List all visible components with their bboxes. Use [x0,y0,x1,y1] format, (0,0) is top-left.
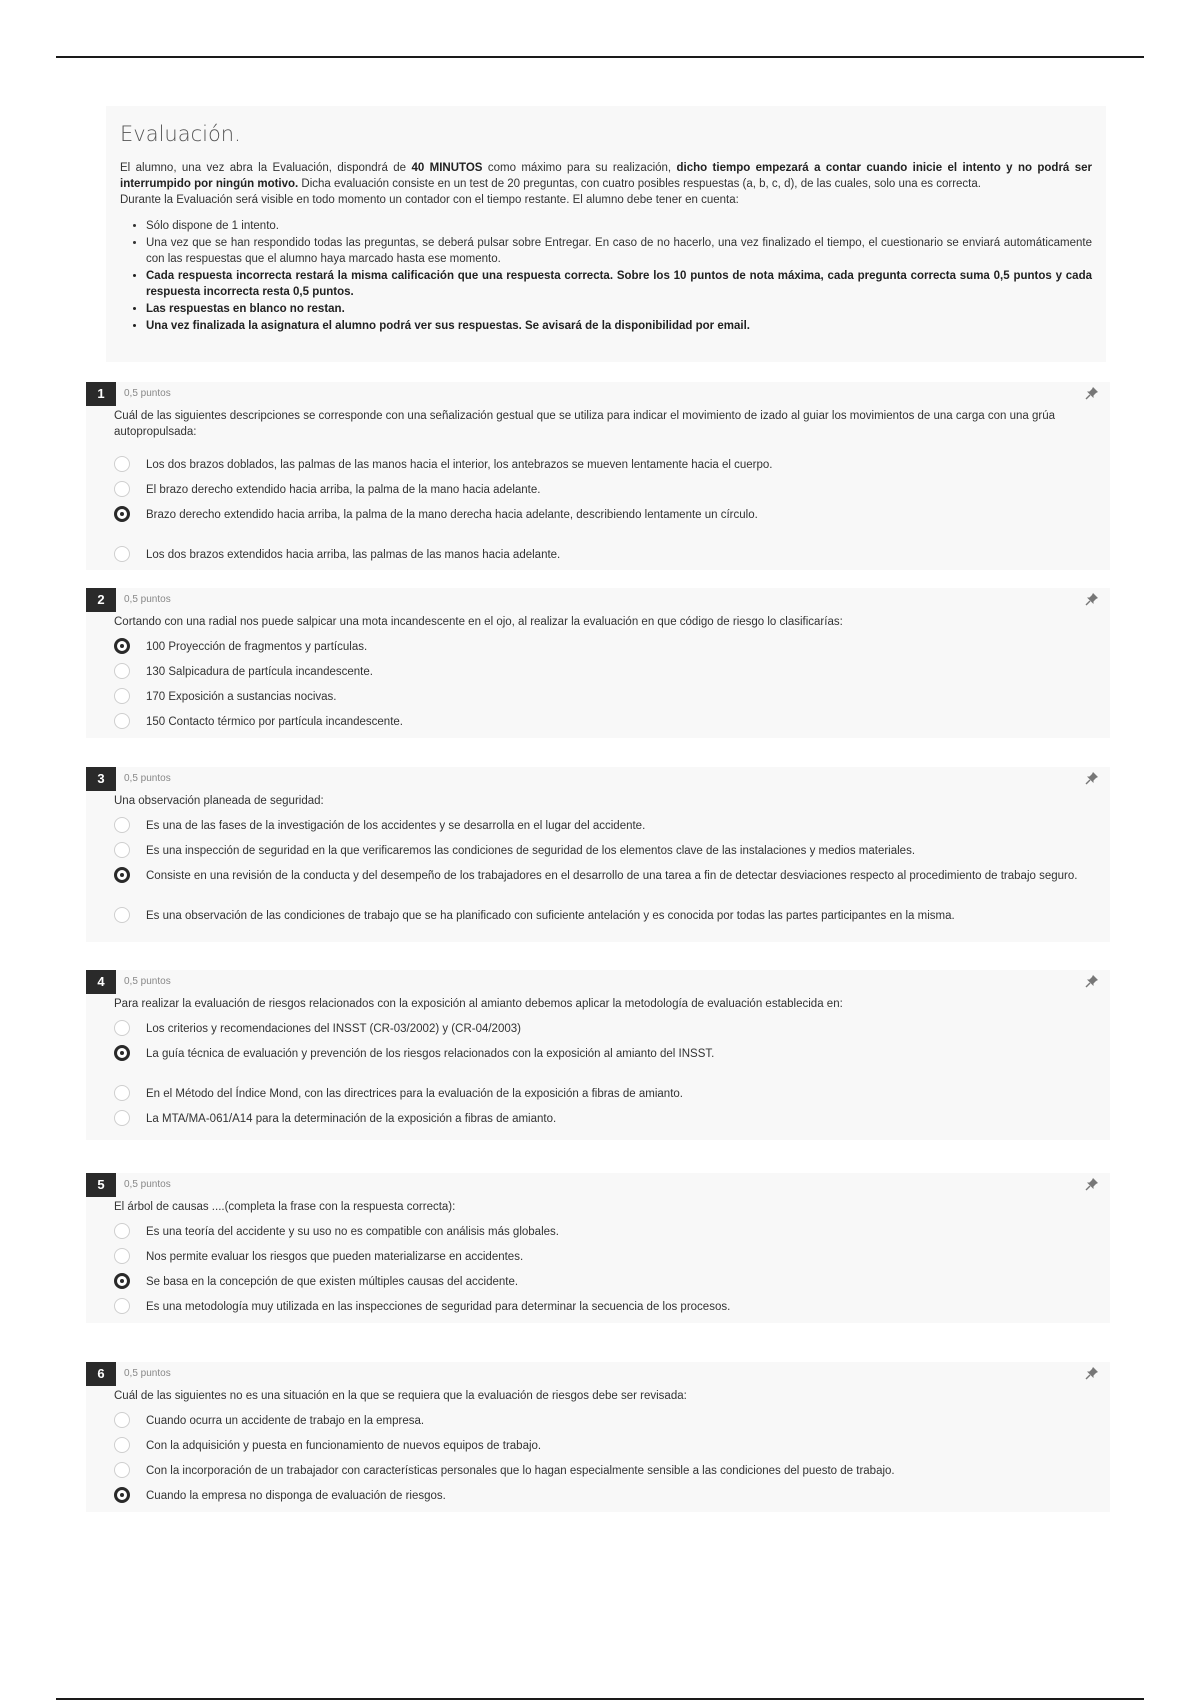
evaluation-instructions [106,106,1106,362]
answer-label: Brazo derecho extendido hacia arriba, la palma de la mano derecha hacia adelante, describiendo lentamente un círculo. [146,509,758,521]
pushpin-icon[interactable] [1084,771,1100,787]
answer-option[interactable] [114,544,1098,566]
answer-label: Los dos brazos extendidos hacia arriba, las palmas de las manos hacia adelante. [146,549,561,561]
answer-label: Es una de las fases de la investigación de los accidentes y se desarrolla en el lugar del accidente. [146,820,646,832]
answer-option[interactable] [114,1221,1098,1243]
intro-paragraph: El alumno, una vez abra la Evaluación, dispondrá de 40 MINUTOS como máximo para su realización, dicho tiempo empezará a contar cuando inicie el intento y no podrá ser interrumpido por ningún motivo. Dicha evaluación consiste en un test de 20 preguntas, con cuatro posibles respuestas (a, b, c, d), de las cuales, solo una es correcta. [120,162,1092,190]
answer-label: Es una inspección de seguridad en la que verificaremos las condiciones de seguridad de los elementos clave de las instalaciones y medios materiales. [146,845,916,857]
answer-label: Es una observación de las condiciones de trabajo que se ha planificado con suficiente antelación y es conocida por todas las partes participantes en la misma. [146,910,955,922]
radio-unselected[interactable] [114,546,130,562]
answer-label: 170 Exposición a sustancias nocivas. [146,691,337,703]
radio-unselected[interactable] [114,842,130,858]
answer-option[interactable] [114,636,1098,658]
answer-option[interactable] [114,1108,1098,1130]
rule-item: • Una vez que se han respondido todas las preguntas, se deberá pulsar sobre Entregar. En caso de no hacerlo, una vez finalizado el tiempo, el cuestionario se enviará automáticamente con las respuestas que el alumno haya marcado hasta ese momento. [146,235,1092,267]
answer-option[interactable] [114,1246,1098,1268]
answer-option[interactable] [114,1410,1098,1432]
radio-unselected[interactable] [114,1085,130,1101]
answer-label: Con la adquisición y puesta en funcionamiento de nuevos equipos de trabajo. [146,1440,542,1452]
answer-label: 100 Proyección de fragmentos y partículas. [146,641,368,653]
question-4 [86,970,1110,1140]
answer-label: Los dos brazos doblados, las palmas de las manos hacia el interior, los antebrazos se mueven lentamente hacia el cuerpo. [146,459,773,471]
question-2 [86,588,1110,738]
answer-label: El brazo derecho extendido hacia arriba, la palma de la mano hacia adelante. [146,484,541,496]
rule-item: • Cada respuesta incorrecta restará la misma calificación que una respuesta correcta. Sobre los 10 puntos de nota máxima, cada pregunta correcta suma 0,5 puntos y cada respuesta incorrecta resta 0,5 puntos. [146,268,1092,300]
answer-option[interactable] [114,686,1098,708]
pushpin-icon[interactable] [1084,974,1100,990]
answer-option[interactable] [114,1485,1098,1507]
page-title: Evaluación. [120,122,241,146]
answer-label: Nos permite evaluar los riesgos que pueden materializarse en accidentes. [146,1251,524,1263]
radio-unselected[interactable] [114,456,130,472]
intro-paragraph-2: Durante la Evaluación será visible en todo momento un contador con el tiempo restante. El alumno debe tener en cuenta: [120,194,739,206]
radio-unselected[interactable] [114,1437,130,1453]
pushpin-icon[interactable] [1084,386,1100,402]
radio-unselected[interactable] [114,1223,130,1239]
answer-label: Se basa en la concepción de que existen múltiples causas del accidente. [146,1276,519,1288]
question-points: 0,5 puntos [124,1179,171,1190]
question-text: El árbol de causas ....(completa la frase con la respuesta correcta): [114,1201,456,1213]
question-number-badge: 6 [86,1362,116,1386]
radio-unselected[interactable] [114,1412,130,1428]
answer-option[interactable] [114,1083,1098,1105]
question-points: 0,5 puntos [124,1368,171,1379]
question-6 [86,1362,1110,1512]
question-points: 0,5 puntos [124,773,171,784]
answer-option[interactable] [114,1271,1098,1293]
answer-option[interactable] [114,1460,1098,1482]
answer-label: 130 Salpicadura de partícula incandescente. [146,666,373,678]
answer-option[interactable] [114,840,1098,862]
question-points: 0,5 puntos [124,594,171,605]
answer-label: Es una teoría del accidente y su uso no es compatible con análisis más globales. [146,1226,559,1238]
question-number-badge: 3 [86,767,116,791]
question-points: 0,5 puntos [124,388,171,399]
radio-unselected[interactable] [114,907,130,923]
answer-option[interactable] [114,865,1098,887]
answer-label: Es una metodología muy utilizada en las inspecciones de seguridad para determinar la secuencia de los procesos. [146,1301,731,1313]
top-rule [56,56,1144,58]
rules-list [146,218,1092,334]
question-text: Cortando con una radial nos puede salpicar una mota incandescente en el ojo, al realizar la evaluación en que código de riesgo lo clasificarías: [114,616,843,628]
question-number-badge: 1 [86,382,116,406]
radio-selected[interactable] [114,638,130,654]
pushpin-icon[interactable] [1084,1177,1100,1193]
answer-option[interactable] [114,1296,1098,1318]
radio-unselected[interactable] [114,817,130,833]
radio-selected[interactable] [114,1487,130,1503]
question-text: Una observación planeada de seguridad: [114,795,324,807]
answer-label: La MTA/MA-061/A14 para la determinación de la exposición a fibras de amianto. [146,1113,557,1125]
question-points: 0,5 puntos [124,976,171,987]
answer-option[interactable] [114,1043,1098,1065]
pushpin-icon[interactable] [1084,1366,1100,1382]
question-number-badge: 5 [86,1173,116,1197]
radio-unselected[interactable] [114,1020,130,1036]
answer-option[interactable] [114,1435,1098,1457]
answer-label: 150 Contacto térmico por partícula incandescente. [146,716,403,728]
rule-item: • Las respuestas en blanco no restan. [146,301,1092,317]
radio-selected[interactable] [114,506,130,522]
answer-option[interactable] [114,711,1098,733]
radio-unselected[interactable] [114,713,130,729]
radio-selected[interactable] [114,1045,130,1061]
answer-option[interactable] [114,815,1098,837]
question-number-badge: 2 [86,588,116,612]
answer-label: Con la incorporación de un trabajador con características personales que lo hagan especialmente sensible a las condiciones del puesto de trabajo. [146,1465,895,1477]
answer-option[interactable] [114,504,1098,526]
answer-label: Cuando la empresa no disponga de evaluación de riesgos. [146,1490,446,1502]
rule-item: • Una vez finalizada la asignatura el alumno podrá ver sus respuestas. Se avisará de la disponibilidad por email. [146,318,1092,334]
question-1 [86,382,1110,570]
answer-option[interactable] [114,661,1098,683]
radio-unselected[interactable] [114,1110,130,1126]
radio-unselected[interactable] [114,1248,130,1264]
answer-option[interactable] [114,454,1098,476]
answer-label: Consiste en una revisión de la conducta y del desempeño de los trabajadores en el desarrollo de una tarea a fin de detectar desviaciones respecto al procedimiento de trabajo seguro. [146,870,1078,882]
pushpin-icon[interactable] [1084,592,1100,608]
question-number-badge: 4 [86,970,116,994]
answer-label: Cuando ocurra un accidente de trabajo en la empresa. [146,1415,425,1427]
radio-selected[interactable] [114,867,130,883]
rule-item: • Sólo dispone de 1 intento. [146,218,1092,234]
radio-selected[interactable] [114,1273,130,1289]
answer-label: Los criterios y recomendaciones del INSST (CR-03/2002) y (CR-04/2003) [146,1023,521,1035]
radio-unselected[interactable] [114,1462,130,1478]
answer-option[interactable] [114,479,1098,501]
question-text: Para realizar la evaluación de riesgos relacionados con la exposición al amianto debemos aplicar la metodología de evaluación establecida en: [114,998,843,1010]
answer-option[interactable] [114,1018,1098,1040]
question-text: Cuál de las siguientes no es una situación en la que se requiera que la evaluación de riesgos debe ser revisada: [114,1390,687,1402]
radio-unselected[interactable] [114,663,130,679]
answer-label: La guía técnica de evaluación y prevención de los riesgos relacionados con la exposición al amianto del INSST. [146,1048,715,1060]
radio-unselected[interactable] [114,688,130,704]
question-3 [86,767,1110,942]
answer-option[interactable] [114,905,1098,927]
question-text: Cuál de las siguientes descripciones se corresponde con una señalización gestual que se utiliza para indicar el movimiento de izado al guiar los movimientos de una carga con una grúa autopropulsada: [114,410,1055,438]
question-5 [86,1173,1110,1323]
radio-unselected[interactable] [114,1298,130,1314]
radio-unselected[interactable] [114,481,130,497]
answer-label: En el Método del Índice Mond, con las directrices para la evaluación de la exposición a fibras de amianto. [146,1088,683,1100]
